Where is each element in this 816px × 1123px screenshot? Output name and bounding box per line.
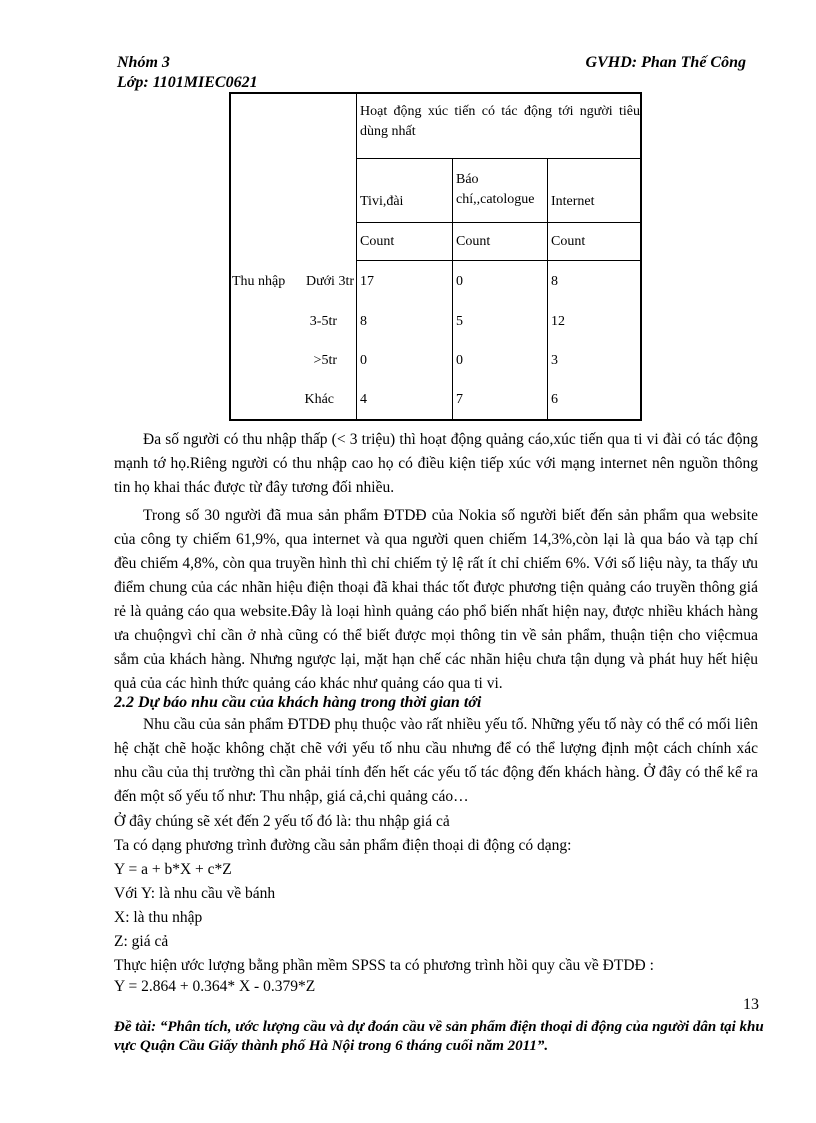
- table-hline: [356, 260, 640, 261]
- text-line: Ta có dạng phương trình đường cầu sản phẩm điện thoại di động có dạng:: [114, 837, 572, 854]
- table-hline: [356, 222, 640, 223]
- table-cell: 12: [551, 314, 565, 329]
- table-row-label: 3-5tr: [309, 314, 337, 329]
- header-class: Lớp: 1101MIEC0621: [117, 74, 258, 91]
- table-measure: Count: [360, 234, 395, 249]
- table-row-group-label: Thu nhập: [232, 274, 286, 289]
- table-vline: [452, 158, 453, 419]
- table-col-header: Internet: [551, 194, 595, 209]
- table-row-label: >5tr: [313, 353, 337, 368]
- table-top-header: Hoạt động xúc tiến có tác động tới người tiêu dùng nhất: [360, 104, 640, 139]
- equation-form: Y = a + b*X + c*Z: [114, 861, 232, 878]
- table-cell: 0: [456, 274, 463, 289]
- table-cell: 7: [456, 392, 463, 407]
- table-cell: 5: [456, 314, 463, 329]
- table-vline: [356, 94, 357, 419]
- header-group: Nhóm 3: [117, 54, 170, 71]
- table-row-label: Khác: [304, 392, 334, 407]
- table-cell: 4: [360, 392, 367, 407]
- table-cell: 8: [360, 314, 367, 329]
- table-cell: 0: [456, 353, 463, 368]
- paragraph-1: Đa số người có thu nhập thấp (< 3 triệu) thì hoạt động quảng cáo,xúc tiến qua ti vi đài có tác động mạnh tớ họ.Riêng người có thu nhập cao họ có điều kiện tiếp xúc với mạng internet nên nguồn thông tin họ khai thác được từ đây tương đối nhiều.: [114, 431, 758, 496]
- table-cell: 8: [551, 274, 558, 289]
- crosstab-table: [229, 92, 642, 421]
- table-cell: 0: [360, 353, 367, 368]
- table-cell: 17: [360, 274, 374, 289]
- table-col-header: Báo chí,,catologue: [456, 172, 535, 207]
- table-measure: Count: [551, 234, 586, 249]
- header-advisor: GVHD: Phan Thế Công: [585, 54, 746, 71]
- text-line: Ở đây chúng sẽ xét đến 2 yếu tố đó là: thu nhập giá cả: [114, 813, 450, 830]
- regression-equation: Y = 2.864 + 0.364* X - 0.379*Z: [114, 978, 316, 995]
- text-line: Thực hiện ước lượng bằng phần mềm SPSS ta có phương trình hồi quy cầu về ĐTDĐ :: [114, 957, 654, 974]
- table-cell: 6: [551, 392, 558, 407]
- paragraph-2: Trong số 30 người đã mua sản phẩm ĐTDĐ của Nokia số người biết đến sản phẩm qua website của công ty chiếm 61,9%, qua internet và qua người quen chiếm 14,3%,còn lại là qua báo và tạp chí đều chiếm 4,8%, còn qua truyền hình thì chỉ chiếm tỷ lệ rất ít chỉ chiếm 6%. Với số liệu này, ta thấy ưu điểm chung của các nhãn hiệu điện thoại đã khai thác tốt được phương tiện quảng cáo truyền thông giá rẻ là quảng cáo qua website.Đây là loại hình quảng cáo phổ biến nhất hiện nay, được nhiều khách hàng ưa chuộngvì chỉ cần ở nhà cũng có thể biết được mọi thông tin về sản phẩm, thuận tiện cho việcmua sắm của khách hàng. Nhưng ngược lại, mặt hạn chế các nhãn hiệu chưa tận dụng và phát huy hết hiệu quả của các hình thức quảng cáo khác như quảng cáo qua ti vi.: [114, 507, 758, 692]
- footer-topic: Đề tài: “Phân tích, ước lượng cầu và dự đoán cầu về sản phẩm điện thoại di động của người dân tại khu vực Quận Cầu Giấy thành phố Hà Nội trong 6 tháng cuối năm 2011”.: [114, 1019, 764, 1054]
- page-number: 13: [743, 996, 759, 1013]
- text-line: Với Y: là nhu cầu về bánh: [114, 885, 276, 902]
- table-cell: 3: [551, 353, 558, 368]
- text-line: Z: giá cả: [114, 933, 169, 950]
- paragraph-3: Nhu cầu của sản phẩm ĐTDĐ phụ thuộc vào rất nhiều yếu tố. Những yếu tố này có thể có mối liên hệ chặt chẽ hoặc không chặt chẽ với yếu tố nhu cầu nhưng để có thể lượng định một cách chính xác nhu cầu của thị trường thì cần phải tính đến hết các yếu tố tác động đến khách hàng. Ở đây có thể kể ra đến một số yếu tố như: Thu nhập, giá cả,chi quảng cáo…: [114, 716, 758, 805]
- table-hline: [356, 158, 640, 159]
- section-heading: 2.2 Dự báo nhu cầu của khách hàng trong thời gian tới: [114, 694, 482, 711]
- table-col-header: Tivi,đài: [360, 194, 404, 209]
- table-measure: Count: [456, 234, 491, 249]
- table-row-label: Dưới 3tr: [305, 274, 354, 289]
- text-line: X: là thu nhập: [114, 909, 203, 926]
